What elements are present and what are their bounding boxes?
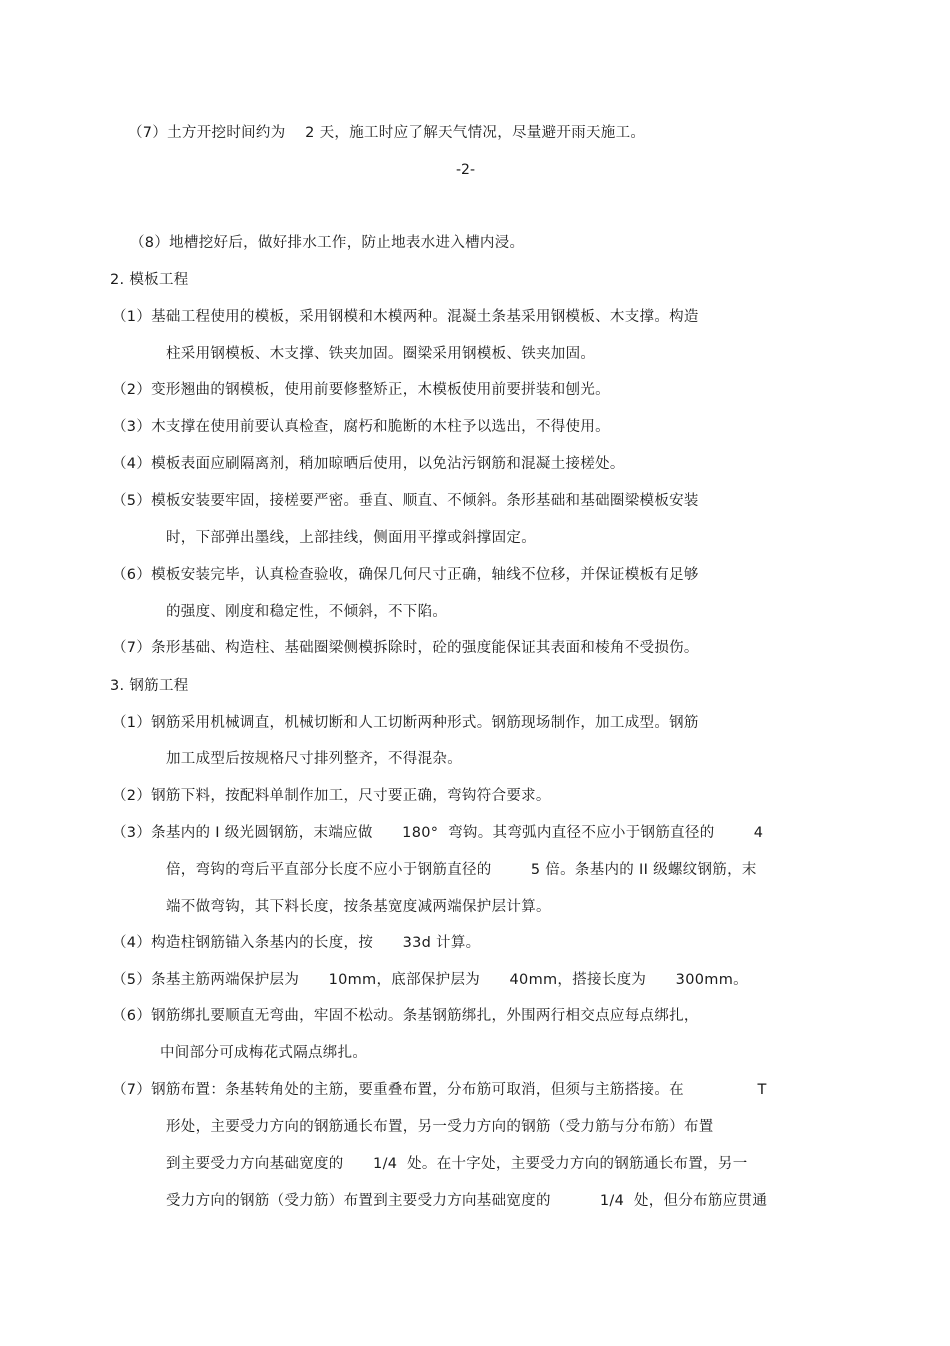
text-line: 受力方向的钢筋（受力筋）布置到主要受力方向基础宽度的 1/4 处，但分布筋应贯通: [166, 1193, 768, 1209]
text-line: 倍，弯钩的弯后平直部分长度不应小于钢筋直径的 5 倍。条基内的 II 级螺纹钢筋，末: [166, 862, 757, 878]
text-line: （2）变形翘曲的钢模板，使用前要修整矫正，木模板使用前要拼装和刨光。: [112, 382, 610, 398]
text-line: （6）钢筋绑扎要顺直无弯曲，牢固不松动。条基钢筋绑扎，外围两行相交点应每点绑扎，: [112, 1008, 699, 1024]
text-line: 柱采用钢模板、木支撑、铁夹加固。圈梁采用钢模板、铁夹加固。: [166, 346, 596, 362]
text-line: 端不做弯钩，其下料长度，按条基宽度减两端保护层计算。: [166, 899, 551, 915]
text-line: 到主要受力方向基础宽度的 1/4 处。在十字处，主要受力方向的钢筋通长布置，另一: [166, 1156, 748, 1172]
text-line: （1）基础工程使用的模板，采用钢模和木模两种。混凝土条基采用钢模板、木支撑。构造: [112, 309, 699, 325]
text-line: （1）钢筋采用机械调直，机械切断和人工切断两种形式。钢筋现场制作，加工成型。钢筋: [112, 715, 699, 731]
text-line: 的强度、刚度和稳定性，不倾斜，不下陷。: [166, 604, 448, 620]
text-line: 形处，主要受力方向的钢筋通长布置，另一受力方向的钢筋（受力筋与分布筋）布置: [166, 1119, 714, 1135]
text-line: （5）条基主筋两端保护层为 10mm，底部保护层为 40mm，搭接长度为 300mm。: [112, 972, 748, 988]
text-line: （5）模板安装要牢固，接槎要严密。垂直、顺直、不倾斜。条形基础和基础圈梁模板安装: [112, 493, 699, 509]
text-line: （8）地槽挖好后，做好排水工作，防止地表水进入槽内浸。: [130, 235, 525, 251]
text-line: （7）条形基础、构造柱、基础圈梁侧模拆除时，砼的强度能保证其表面和棱角不受损伤。: [112, 640, 699, 656]
text-line-top: （7）土方开挖时间约为 2 天，施工时应了解天气情况，尽量避开雨天施工。: [128, 125, 646, 141]
page-number: -2-: [456, 162, 476, 178]
text-line: 时，下部弹出墨线，上部挂线，侧面用平撑或斜撑固定。: [166, 530, 536, 546]
text-line: （4）模板表面应刷隔离剂，稍加晾晒后使用，以免沾污钢筋和混凝土接槎处。: [112, 456, 625, 472]
section-heading: 3. 钢筋工程: [110, 678, 189, 694]
text-line: 加工成型后按规格尺寸排列整齐，不得混杂。: [166, 751, 462, 767]
text-line: （6）模板安装完毕，认真检查验收，确保几何尺寸正确，轴线不位移，并保证模板有足够: [112, 567, 699, 583]
section-heading: 2. 模板工程: [110, 272, 189, 288]
text-line: （3）木支撑在使用前要认真检查，腐朽和脆断的木柱予以选出，不得使用。: [112, 419, 610, 435]
text-line: （4）构造柱钢筋锚入条基内的长度，按 33d 计算。: [112, 935, 481, 951]
text-line: （7）钢筋布置：条基转角处的主筋，要重叠布置，分布筋可取消，但须与主筋搭接。在 T: [112, 1082, 767, 1098]
text-line: （3）条基内的 I 级光圆钢筋，末端应做 180° 弯钩。其弯弧内直径不应小于钢筋直径的 4: [112, 825, 764, 841]
text-line: 中间部分可成梅花式隔点绑扎。: [160, 1045, 368, 1061]
text-line: （2）钢筋下料，按配料单制作加工，尺寸要正确，弯钩符合要求。: [112, 788, 551, 804]
